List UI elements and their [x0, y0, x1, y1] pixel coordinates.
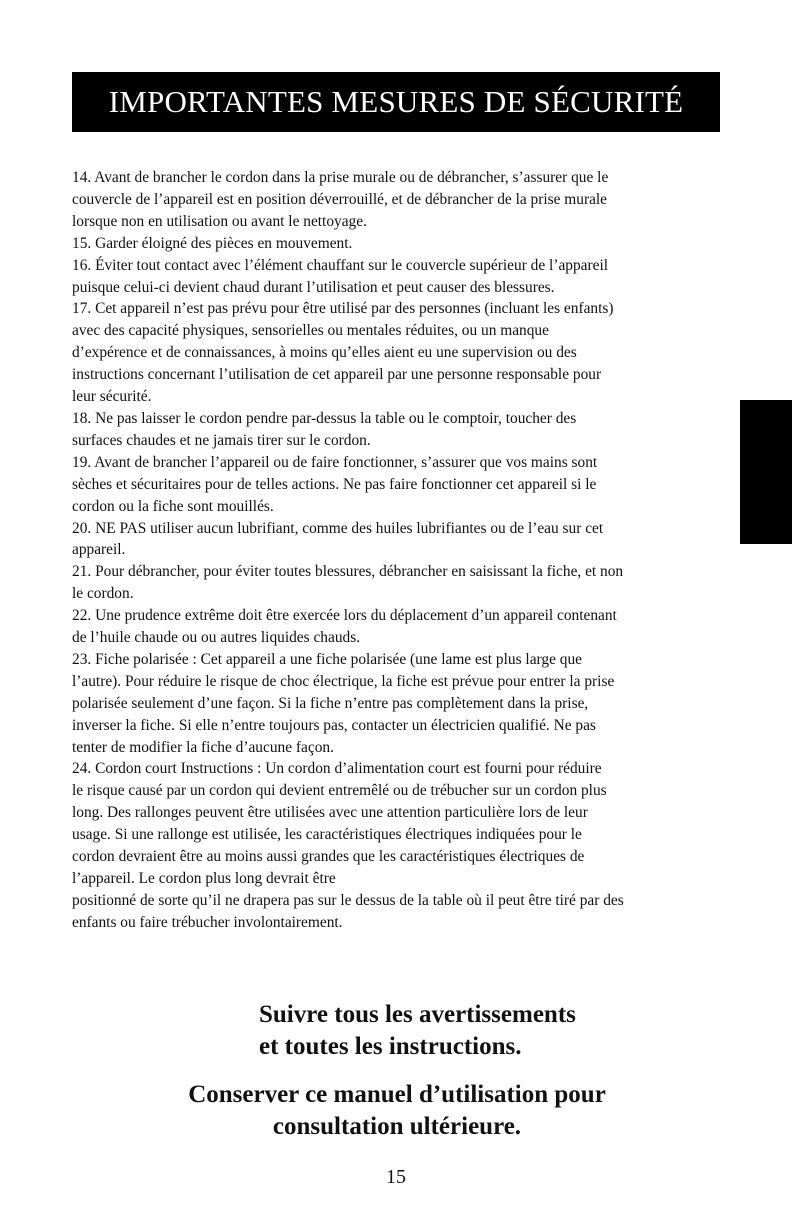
body-text-line: le risque causé par un cordon qui devient entremêlé ou de trébucher sur un cordon plus — [72, 782, 607, 800]
body-text-line: surfaces chaudes et ne jamais tirer sur le cordon. — [72, 431, 371, 449]
body-text-line: inverser la fiche. Si elle n’entre toujours pas, contacter un électricien qualifié. Ne pas — [72, 716, 596, 734]
warning-reminder-line-1: Suivre tous les avertissements — [259, 1001, 576, 1028]
section-tab-marker — [740, 400, 792, 544]
body-text-line: 15. Garder éloigné des pièces en mouvement. — [72, 234, 353, 252]
keep-manual-reminder — [72, 1079, 722, 1143]
body-text-line: 21. Pour débrancher, pour éviter toutes blessures, débrancher en saisissant la fiche, et non — [72, 563, 624, 581]
body-text-line: puisque celui-ci devient chaud durant l’utilisation et peut causer des blessures. — [72, 278, 555, 296]
section-title-bar — [72, 72, 720, 132]
body-text-line: 17. Cet appareil n’est pas prévu pour être utilisé par des personnes (incluant les enfants) — [72, 300, 614, 318]
body-text-line: 19. Avant de brancher l’appareil ou de faire fonctionner, s’assurer que vos mains sont — [72, 453, 598, 471]
body-text-line: appareil. — [72, 541, 126, 559]
keep-manual-line-2: consultation ultérieure. — [272, 1113, 522, 1140]
body-text-line: positionné de sorte qu’il ne drapera pas sur le dessus de la table où il peut être tiré par des — [72, 891, 624, 909]
body-text-line: sèches et sécuritaires pour de telles actions. Ne pas faire fonctionner cet appareil si le — [72, 475, 597, 493]
keep-manual-line-1: Conserver ce manuel d’utilisation pour — [188, 1081, 606, 1108]
body-text-line: le cordon. — [72, 585, 134, 603]
warning-reminder-line-2: et toutes les instructions. — [259, 1033, 522, 1060]
body-text-line: 22. Une prudence extrême doit être exercée lors du déplacement d’un appareil contenant — [72, 607, 617, 625]
body-text-line: 14. Avant de brancher le cordon dans la prise murale ou de débrancher, s’assurer que le — [72, 169, 609, 186]
warning-reminder — [72, 999, 722, 1063]
body-text-line: usage. Si une rallonge est utilisée, les caractéristiques électriques indiquées pour le — [72, 826, 582, 844]
body-text-line: d’expérence et de connaissances, à moins qu’elles aient eu une supervision ou des — [72, 344, 577, 362]
body-text-line: 20. NE PAS utiliser aucun lubrifiant, comme des huiles lubrifiantes ou de l’eau sur cet — [72, 519, 604, 537]
body-text-line: 16. Éviter tout contact avec l’élément chauffant sur le couvercle supérieur de l’appareil — [72, 256, 609, 274]
body-text-line: l’appareil. Le cordon plus long devrait être — [72, 870, 336, 887]
body-text-line: enfants ou faire trébucher involontairement. — [72, 913, 343, 931]
page-number: 15 — [386, 1166, 406, 1188]
body-text-line: 24. Cordon court Instructions : Un cordon d’alimentation court est fourni pour réduire — [72, 760, 602, 778]
safety-instructions-body — [72, 167, 722, 934]
body-text-line: instructions concernant l’utilisation de cet appareil par une personne responsable pour — [72, 366, 602, 384]
page-title: IMPORTANTES MESURES DE SÉCURITÉ — [108, 84, 684, 119]
body-text-line: l’autre). Pour réduire le risque de choc électrique, la fiche est prévue pour entrer la prise — [72, 672, 615, 690]
body-text-line: 23. Fiche polarisée : Cet appareil a une fiche polarisée (une lame est plus large que — [72, 650, 582, 668]
body-text-line: long. Des rallonges peuvent être utilisées avec une attention particulière lors de leur — [72, 804, 588, 822]
body-text-line: lorsque non en utilisation ou avant le nettoyage. — [72, 212, 367, 230]
body-text-line: tenter de modifier la fiche d’aucune façon. — [72, 738, 334, 756]
body-text-line: couvercle de l’appareil est en position déverrouillé, et de débrancher de la prise murale — [72, 190, 608, 208]
body-text-line: avec des capacité physiques, sensorielles ou mentales réduites, ou un manque — [72, 322, 549, 340]
body-text-line: cordon ou la fiche sont mouillés. — [72, 497, 274, 515]
body-text-line: leur sécurité. — [72, 388, 152, 406]
body-text-line: 18. Ne pas laisser le cordon pendre par-dessus la table ou le comptoir, toucher des — [72, 409, 577, 427]
body-text-line: cordon devraient être au moins aussi grandes que les caractéristiques électriques de — [72, 848, 585, 866]
body-text-line: polarisée seulement d’une façon. Si la fiche n’entre pas complètement dans la prise, — [72, 694, 589, 712]
body-text-line: de l’huile chaude ou ou autres liquides chauds. — [72, 629, 361, 647]
